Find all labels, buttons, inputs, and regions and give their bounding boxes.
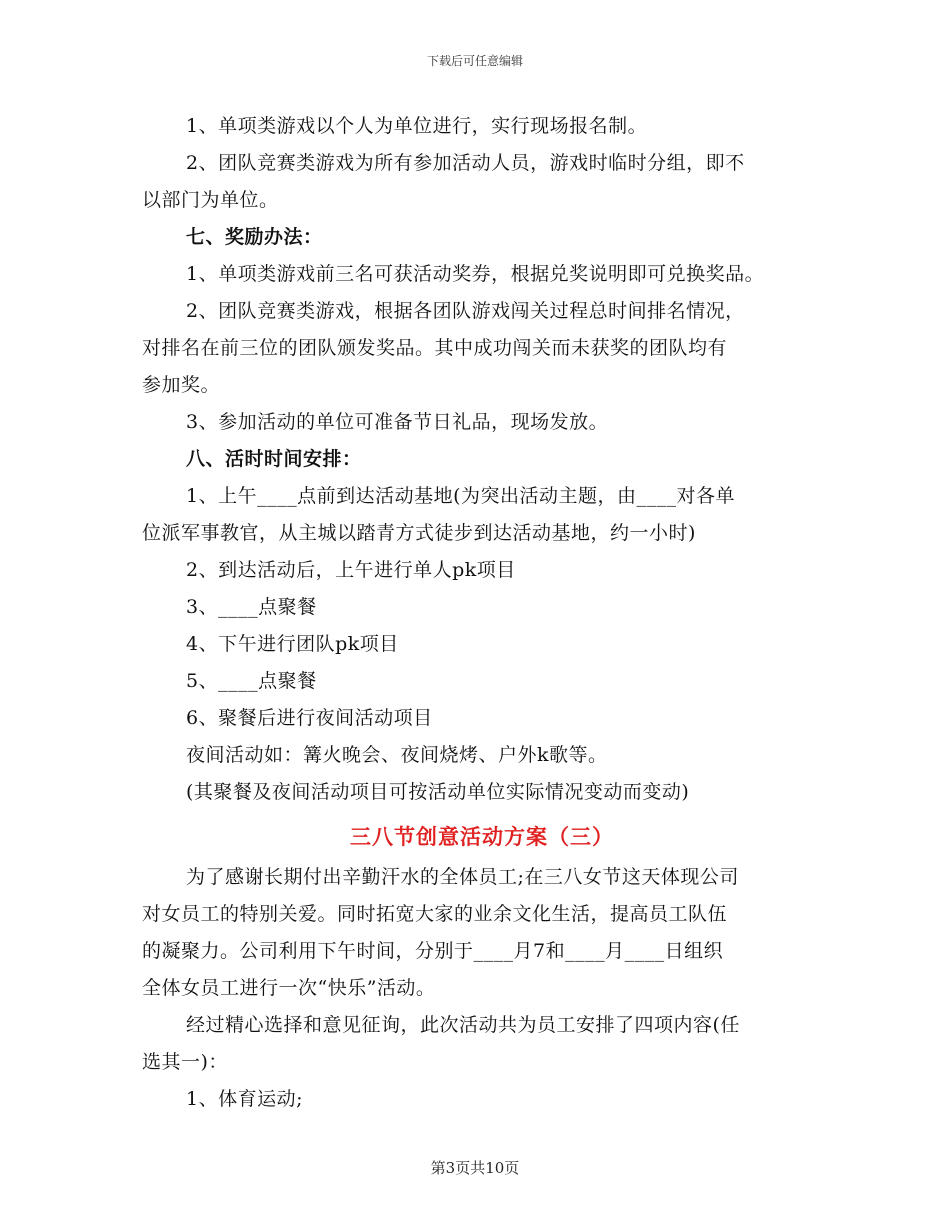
section-heading: 八、活时时间安排：: [186, 448, 362, 470]
paragraph-line: 1、单项类游戏前三名可获活动奖券，根据兑奖说明即可兑换奖品。: [186, 263, 765, 285]
document-body: [142, 108, 822, 1118]
paragraph-line: 选其一)：: [142, 1051, 228, 1073]
paragraph-line: 3、____点聚餐: [186, 596, 317, 618]
paragraph-line: 2、团队竞赛类游戏为所有参加活动人员，游戏时临时分组，即不: [186, 152, 745, 174]
paragraph-line: (其聚餐及夜间活动项目可按活动单位实际情况变动而变动): [186, 781, 690, 803]
paragraph-line: 1、单项类游戏以个人为单位进行，实行现场报名制。: [186, 115, 648, 137]
paragraph-line: 对女员工的特别关爱。同时拓宽大家的业余文化生活，提高员工队伍: [142, 903, 728, 925]
paragraph-line: 2、团队竞赛类游戏，根据各团队游戏闯关过程总时间排名情况，: [186, 300, 745, 322]
paragraph-line: 全体女员工进行一次“快乐”活动。: [142, 977, 436, 999]
paragraph-line: 2、到达活动后，上午进行单人pk项目: [186, 559, 516, 581]
paragraph-line: 经过精心选择和意见征询，此次活动共为员工安排了四项内容(任: [186, 1014, 740, 1036]
paragraph-line: 6、聚餐后进行夜间活动项目: [186, 707, 433, 729]
section-heading: 七、奖励办法：: [186, 226, 323, 248]
paragraph-line: 夜间活动如：篝火晚会、夜间烧烤、户外k歌等。: [186, 744, 608, 766]
paragraph-line: 的凝聚力。公司利用下午时间，分别于____月7和____月____日组织: [142, 940, 724, 962]
page-footer: 第3页共10页: [430, 1159, 520, 1177]
paragraph-line: 对排名在前三位的团队颁发奖品。其中成功闯关而未获奖的团队均有: [142, 337, 728, 359]
paragraph-line: 为了感谢长期付出辛勤汗水的全体员工;在三八女节这天体现公司: [186, 866, 739, 888]
paragraph-line: 1、上午____点前到达活动基地(为突出活动主题，由____对各单: [186, 485, 736, 507]
paragraph-line: 位派军事教官，从主城以踏青方式徒步到达活动基地，约一小时): [142, 522, 696, 544]
section-plan-three: [142, 859, 822, 1118]
paragraph-line: 参加奖。: [142, 374, 221, 396]
section-title: 三八节创意活动方案（三）: [350, 824, 614, 849]
page-header: 下载后可任意编辑: [426, 54, 523, 68]
paragraph-line: 1、体育运动;: [186, 1088, 303, 1110]
paragraph-line: 4、下午进行团队pk项目: [186, 633, 399, 655]
paragraph-line: 5、____点聚餐: [186, 670, 317, 692]
paragraph-line: 以部门为单位。: [142, 189, 279, 211]
paragraph-line: 3、参加活动的单位可准备节日礼品，现场发放。: [186, 411, 609, 433]
section-rules: [142, 108, 822, 811]
